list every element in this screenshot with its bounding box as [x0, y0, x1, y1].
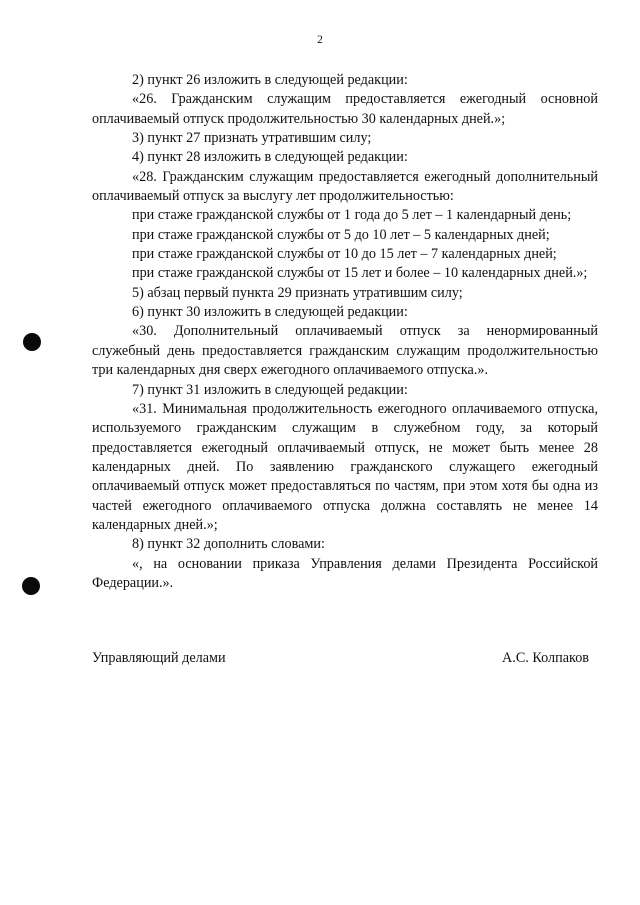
paragraph: 8) пункт 32 дополнить словами:	[132, 536, 325, 553]
paragraph: при стаже гражданской службы от 1 года до 5 лет – 1 календарный день;	[132, 207, 572, 224]
punch-hole-mark	[23, 333, 41, 351]
paragraph: 5) абзац первый пункта 29 признать утратившим силу;	[132, 284, 463, 301]
paragraph: 6) пункт 30 изложить в следующей редакции:	[132, 304, 408, 321]
signatory-position: Управляющий делами	[92, 650, 226, 666]
paragraph: 2) пункт 26 изложить в следующей редакции:	[132, 72, 408, 88]
signature-block	[92, 650, 589, 667]
paragraph: 4) пункт 28 изложить в следующей редакции:	[132, 149, 408, 166]
paragraph: «31. Минимальная продолжительность ежегодного оплачиваемого отпуска, используемого гражданским служащим в служебном году, за который предоставляется ежегодный оплачиваемый отпуск, не может быть менее 28 календарных дней. По заявлению гражданского служащего ежегодный оплачиваемый отпуск может предоставляться по частям, при этом хотя бы одна из частей ежегодного оплачиваемого отпуска должна составлять не менее 14 календарных дней.»;	[92, 400, 598, 533]
paragraph: «28. Гражданским служащим предоставляется ежегодный дополнительный оплачиваемый отпуск за выслугу лет продолжительностью:	[92, 168, 598, 205]
paragraph: при стаже гражданской службы от 5 до 10 лет – 5 календарных дней;	[132, 226, 550, 243]
paragraph: 3) пункт 27 признать утратившим силу;	[132, 130, 372, 147]
paragraph: при стаже гражданской службы от 15 лет и более – 10 календарных дней.»;	[132, 265, 588, 282]
signatory-name: А.С. Колпаков	[502, 650, 589, 666]
paragraph: при стаже гражданской службы от 10 до 15 лет – 7 календарных дней;	[132, 246, 557, 263]
paragraph: «26. Гражданским служащим предоставляется ежегодный основной оплачиваемый отпуск продолжительностью 30 календарных дней.»;	[92, 91, 598, 127]
document-body	[92, 71, 598, 593]
page-number: 2	[317, 34, 323, 46]
paragraph: «30. Дополнительный оплачиваемый отпуск за ненормированный служебный день предоставляется гражданским служащим продолжительностью три календарных дня сверх ежегодного оплачиваемого отпуска.».	[92, 323, 598, 379]
punch-hole-mark	[22, 577, 40, 595]
paragraph: 7) пункт 31 изложить в следующей редакции:	[132, 381, 408, 398]
paragraph: «, на основании приказа Управления делами Президента Российской Федерации.».	[92, 555, 598, 591]
